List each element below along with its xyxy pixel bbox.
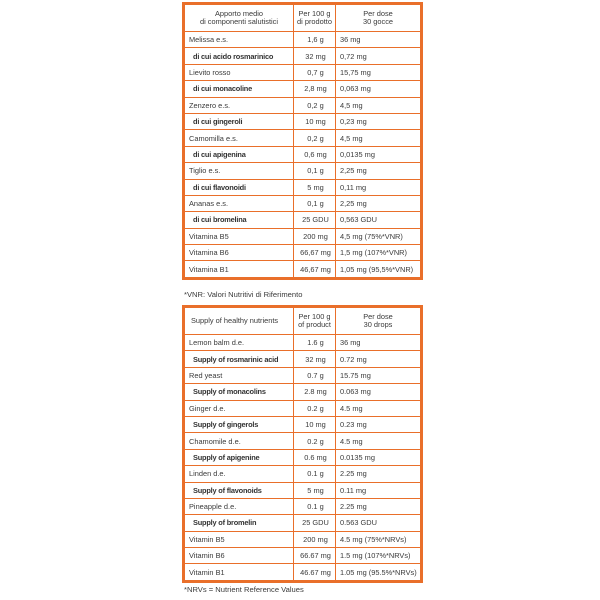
nutrient-name: Vitamina B6 — [184, 245, 294, 261]
table-row — [184, 228, 422, 244]
table-row — [184, 81, 422, 97]
per-dose-value: 1.5 mg (107%*NRVs) — [336, 548, 422, 564]
table-row — [184, 449, 422, 465]
nutrient-name: Lievito rosso — [184, 64, 294, 80]
per-100g-value: 200 mg — [294, 531, 336, 547]
footnote-nrvs: *NRVs = Nutrient Reference Values — [184, 585, 304, 594]
footnote-vnr: *VNR: Valori Nutritivi di Riferimento — [184, 290, 303, 299]
table-row — [184, 212, 422, 228]
table-row — [184, 351, 422, 367]
sub-nutrient-name: di cui acido rosmarinico — [184, 48, 294, 64]
table-row — [184, 146, 422, 162]
table-body — [184, 32, 422, 279]
nutrition-table-english — [182, 305, 423, 583]
per-100g-value: 10 mg — [294, 416, 336, 432]
per-100g-value: 1.6 g — [294, 335, 336, 351]
per-100g-value: 0.1 g — [294, 466, 336, 482]
per-dose-value: 2.25 mg — [336, 466, 422, 482]
per-100g-value: 25 GDU — [294, 212, 336, 228]
per-dose-value: 0.0135 mg — [336, 449, 422, 465]
per-100g-value: 2.8 mg — [294, 384, 336, 400]
per-100g-value: 66,67 mg — [294, 245, 336, 261]
per-dose-value: 0,563 GDU — [336, 212, 422, 228]
table-row — [184, 531, 422, 547]
per-100g-value: 1,6 g — [294, 32, 336, 48]
per-dose-value: 4.5 mg — [336, 400, 422, 416]
per-100g-value: 0.2 g — [294, 400, 336, 416]
table-row — [184, 367, 422, 383]
table-row — [184, 498, 422, 514]
header-per-dose: Per dose 30 gocce — [336, 4, 422, 32]
per-100g-value: 0,2 g — [294, 97, 336, 113]
table-header-row — [184, 4, 422, 32]
sub-nutrient-name: Supply of rosmarinic acid — [184, 351, 294, 367]
per-dose-value: 4,5 mg — [336, 97, 422, 113]
per-100g-value: 25 GDU — [294, 515, 336, 531]
per-dose-value: 0,23 mg — [336, 113, 422, 129]
nutrient-name: Tiglio e.s. — [184, 163, 294, 179]
sub-nutrient-name: di cui flavonoidi — [184, 179, 294, 195]
header-nutrients: Supply of healthy nutrients — [184, 307, 294, 335]
table-row — [184, 195, 422, 211]
nutrient-name: Vitamina B5 — [184, 228, 294, 244]
table-row — [184, 163, 422, 179]
table-row — [184, 48, 422, 64]
sub-nutrient-name: Supply of apigenine — [184, 449, 294, 465]
table-row — [184, 261, 422, 278]
sub-nutrient-name: Supply of flavonoids — [184, 482, 294, 498]
per-100g-value: 0,1 g — [294, 195, 336, 211]
nutrient-name: Zenzero e.s. — [184, 97, 294, 113]
table-row — [184, 130, 422, 146]
per-dose-value: 4.5 mg — [336, 433, 422, 449]
nutrient-name: Pineapple d.e. — [184, 498, 294, 514]
nutrient-name: Lemon balm d.e. — [184, 335, 294, 351]
per-dose-value: 15,75 mg — [336, 64, 422, 80]
table-row — [184, 113, 422, 129]
per-100g-value: 32 mg — [294, 351, 336, 367]
per-dose-value: 36 mg — [336, 32, 422, 48]
nutrient-name: Vitamin B6 — [184, 548, 294, 564]
table-row — [184, 433, 422, 449]
per-dose-value: 4,5 mg — [336, 130, 422, 146]
header-per-dose: Per dose 30 drops — [336, 307, 422, 335]
table-row — [184, 400, 422, 416]
per-100g-value: 0,6 mg — [294, 146, 336, 162]
table-row — [184, 466, 422, 482]
per-dose-value: 2,25 mg — [336, 195, 422, 211]
per-dose-value: 0.563 GDU — [336, 515, 422, 531]
table-row — [184, 245, 422, 261]
table-row — [184, 564, 422, 581]
sub-nutrient-name: Supply of gingerols — [184, 416, 294, 432]
header-per-100g: Per 100 g of product — [294, 307, 336, 335]
per-dose-value: 15.75 mg — [336, 367, 422, 383]
per-dose-value: 0.23 mg — [336, 416, 422, 432]
per-dose-value: 0.72 mg — [336, 351, 422, 367]
per-dose-value: 4.5 mg (75%*NRVs) — [336, 531, 422, 547]
per-100g-value: 10 mg — [294, 113, 336, 129]
nutrient-name: Red yeast — [184, 367, 294, 383]
per-100g-value: 0,2 g — [294, 130, 336, 146]
nutrient-name: Camomilla e.s. — [184, 130, 294, 146]
nutrient-name: Melissa e.s. — [184, 32, 294, 48]
table-row — [184, 548, 422, 564]
per-100g-value: 0.2 g — [294, 433, 336, 449]
table-row — [184, 335, 422, 351]
per-dose-value: 36 mg — [336, 335, 422, 351]
per-dose-value: 0,72 mg — [336, 48, 422, 64]
sub-nutrient-name: Supply of monacolins — [184, 384, 294, 400]
table-row — [184, 97, 422, 113]
per-dose-value: 2.25 mg — [336, 498, 422, 514]
per-dose-value: 0,0135 mg — [336, 146, 422, 162]
nutrient-name: Vitamin B1 — [184, 564, 294, 581]
per-100g-value: 0,7 g — [294, 64, 336, 80]
per-100g-value: 200 mg — [294, 228, 336, 244]
table-row — [184, 515, 422, 531]
per-dose-value: 4,5 mg (75%*VNR) — [336, 228, 422, 244]
per-dose-value: 0,063 mg — [336, 81, 422, 97]
per-100g-value: 0.6 mg — [294, 449, 336, 465]
table-row — [184, 179, 422, 195]
sub-nutrient-name: di cui apigenina — [184, 146, 294, 162]
per-dose-value: 0.063 mg — [336, 384, 422, 400]
per-100g-value: 0.7 g — [294, 367, 336, 383]
table-row — [184, 384, 422, 400]
table-row — [184, 64, 422, 80]
sub-nutrient-name: di cui gingeroli — [184, 113, 294, 129]
per-100g-value: 5 mg — [294, 179, 336, 195]
sub-nutrient-name: Supply of bromelin — [184, 515, 294, 531]
nutrient-name: Linden d.e. — [184, 466, 294, 482]
per-100g-value: 5 mg — [294, 482, 336, 498]
header-per-100g: Per 100 g di prodotto — [294, 4, 336, 32]
per-dose-value: 0,11 mg — [336, 179, 422, 195]
nutrient-name: Ananas e.s. — [184, 195, 294, 211]
per-dose-value: 2,25 mg — [336, 163, 422, 179]
table-header-row — [184, 307, 422, 335]
per-dose-value: 0.11 mg — [336, 482, 422, 498]
sub-nutrient-name: di cui monacoline — [184, 81, 294, 97]
nutrition-table-italian — [182, 2, 423, 280]
nutrient-name: Ginger d.e. — [184, 400, 294, 416]
nutrient-name: Vitamin B5 — [184, 531, 294, 547]
per-dose-value: 1,5 mg (107%*VNR) — [336, 245, 422, 261]
table-row — [184, 482, 422, 498]
per-100g-value: 46,67 mg — [294, 261, 336, 278]
table-row — [184, 416, 422, 432]
per-100g-value: 46.67 mg — [294, 564, 336, 581]
per-100g-value: 2,8 mg — [294, 81, 336, 97]
per-100g-value: 66.67 mg — [294, 548, 336, 564]
per-dose-value: 1.05 mg (95.5%*NRVs) — [336, 564, 422, 581]
per-100g-value: 0.1 g — [294, 498, 336, 514]
nutrient-name: Chamomile d.e. — [184, 433, 294, 449]
table-row — [184, 32, 422, 48]
sub-nutrient-name: di cui bromelina — [184, 212, 294, 228]
per-dose-value: 1,05 mg (95,5%*VNR) — [336, 261, 422, 278]
nutrient-name: Vitamina B1 — [184, 261, 294, 278]
table-body — [184, 335, 422, 582]
header-nutrients: Apporto medio di componenti salutistici — [184, 4, 294, 32]
per-100g-value: 0,1 g — [294, 163, 336, 179]
per-100g-value: 32 mg — [294, 48, 336, 64]
